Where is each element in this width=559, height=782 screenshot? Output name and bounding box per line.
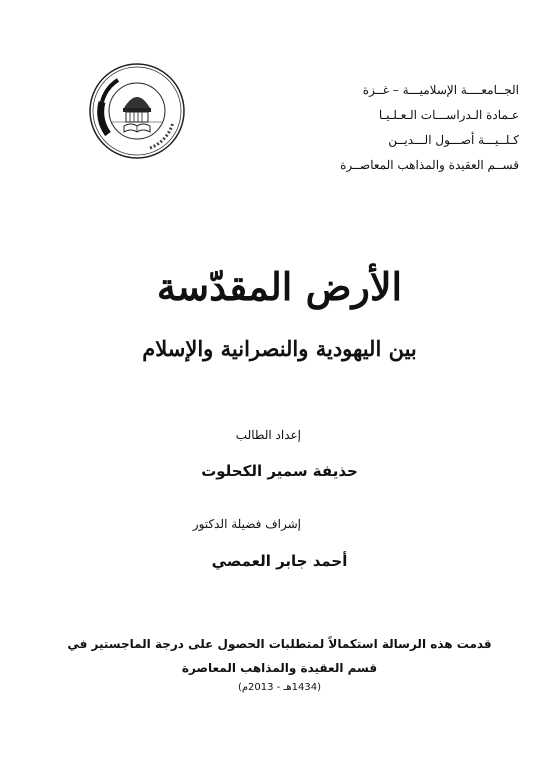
header-deanship: عـمادة الـدراســـات الـعـلـيـا (378, 108, 519, 122)
header-university: الجــامعــــة الإسلاميـــة – غــزة (362, 83, 519, 97)
submission-statement (0, 632, 559, 693)
submission-date: (1434هـ - 2013م) (237, 682, 322, 693)
header-faculty: كـلــيـــة أصـــول الـــديــن (388, 133, 519, 147)
seal-icon (88, 62, 186, 160)
university-seal-logo (88, 62, 186, 160)
institution-header (299, 78, 519, 178)
thesis-subtitle: بين اليهودية والنصرانية والإسلام (142, 336, 417, 361)
supervisor-name: أحمد جابر العمصي (211, 552, 348, 570)
supervisor-label: إشراف فضيلة الدكتور (192, 517, 301, 531)
header-department: قســم العقيدة والمذاهب المعاصــرة (340, 158, 519, 172)
statement-line-2: قسم العقيدة والمذاهب المعاصرة (181, 661, 378, 675)
author-label: إعداد الطالب (235, 428, 301, 442)
author-name: حذيفة سمير الكحلوت (201, 462, 358, 480)
thesis-title: الأرض المقدّسة (156, 264, 403, 309)
statement-line-1: قدمت هذه الرسالة استكمالاً لمتطلبات الحصول على درجة الماجستير في (67, 637, 492, 651)
